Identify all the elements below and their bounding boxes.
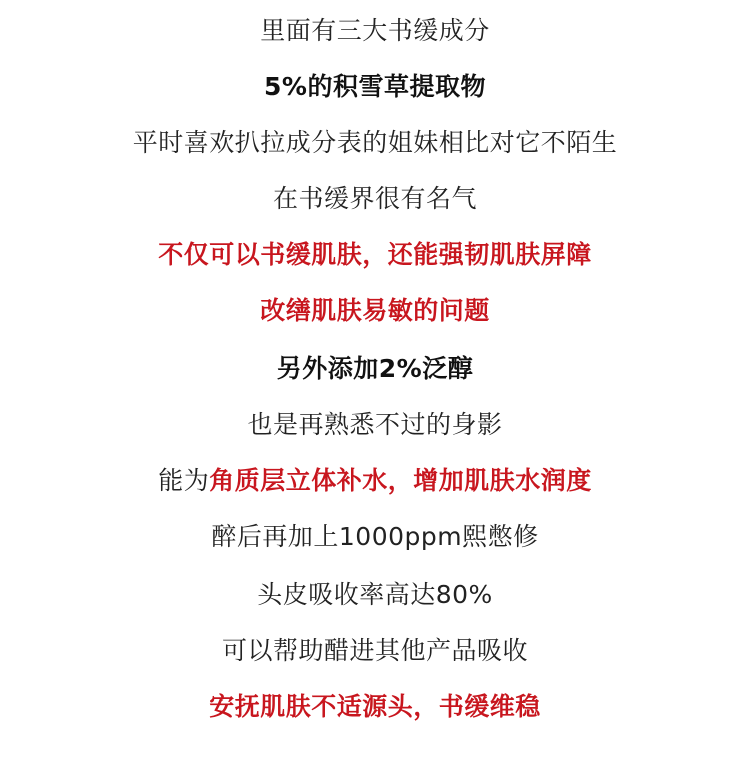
text-line-12: 可以帮助醋进其他产品吸收 xyxy=(221,636,528,665)
text-line-9 xyxy=(0,463,750,499)
text-line-1: 里面有三大书缓成分 xyxy=(260,16,490,45)
text-line-10: 醉后再加上1000ppm熙憋修 xyxy=(211,522,539,551)
text-line-11: 头皮吸收率高达80% xyxy=(257,580,493,609)
text-line-9-prefix: 能为 xyxy=(158,466,210,495)
text-line-6: 改缮肌肤易敏的问题 xyxy=(260,296,490,325)
text-line-7: 另外添加2%泛醇 xyxy=(276,354,474,383)
text-line-3: 平时喜欢扒拉成分表的姐妹相比对它不陌生 xyxy=(132,128,618,157)
text-line-4: 在书缓界很有名气 xyxy=(272,184,477,213)
text-line-8: 也是再熟悉不过的身影 xyxy=(247,410,503,439)
text-line-5: 不仅可以书缓肌肤，还能强韧肌肤屏障 xyxy=(158,240,592,269)
text-line-2: 5%的积雪草提取物 xyxy=(264,72,486,101)
text-line-13: 安抚肌肤不适源头，书缓维稳 xyxy=(209,692,541,721)
text-line-9-highlight: 角质层立体补水，增加肌肤水润度 xyxy=(209,466,592,495)
